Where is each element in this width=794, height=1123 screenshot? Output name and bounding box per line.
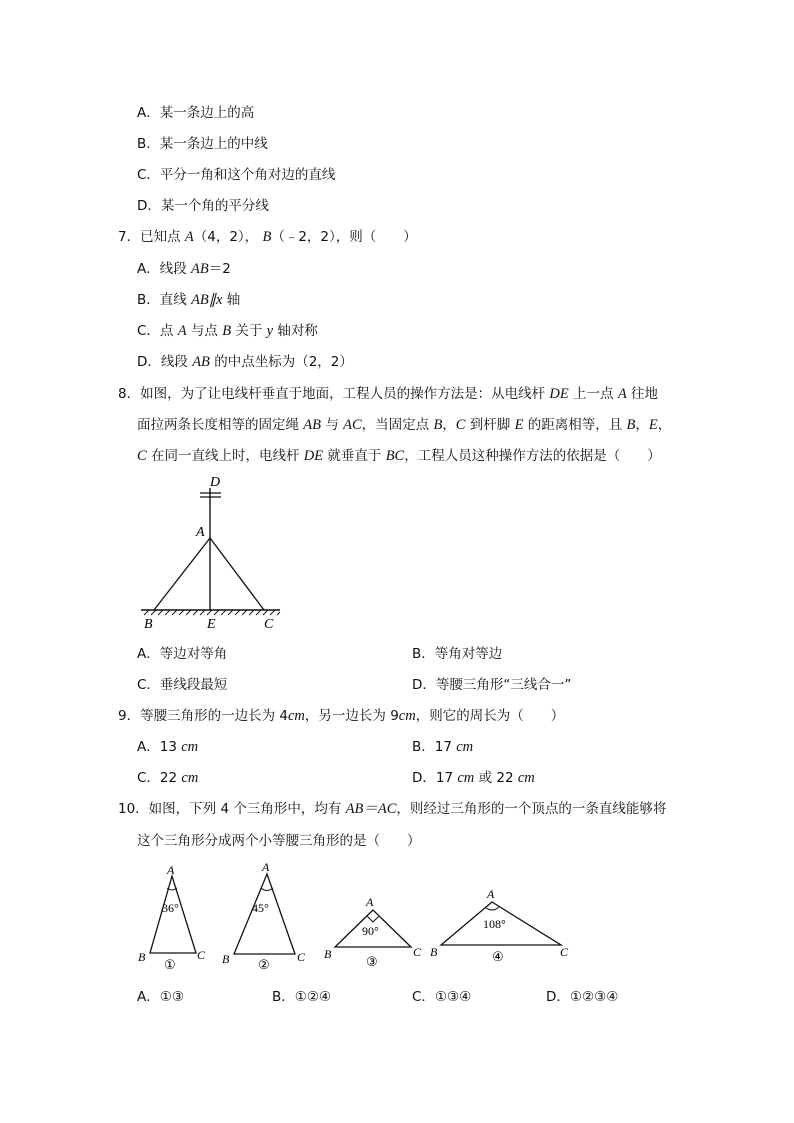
svg-text:B: B — [430, 945, 438, 959]
svg-text:A: A — [167, 863, 175, 877]
label-b: B — [144, 617, 153, 632]
triangle-1 — [138, 863, 206, 972]
svg-text:C: C — [413, 945, 422, 959]
svg-text:A: A — [366, 895, 374, 909]
q9-option-c: C．22 cm — [137, 770, 199, 786]
q8-stem-line2: 面拉两条长度相等的固定绳 AB 与 AC，当固定点 B，C 到杆脚 E 的距离相等，且 B，E， — [137, 417, 672, 433]
label-e: E — [207, 617, 216, 632]
svg-text:C: C — [560, 945, 569, 959]
q10-stem-line1: 10．如图，下列 4 个三角形中，均有 AB＝AC，则经过三角形的一个顶点的一条直线能够将 — [118, 801, 667, 817]
q9-option-d: D．17 cm 或 22 cm — [412, 770, 535, 786]
svg-text:③: ③ — [366, 954, 378, 969]
q6-option-c: C．平分一角和这个角对边的直线 — [137, 167, 336, 183]
q6-option-a: A．某一条边上的高 — [137, 105, 255, 121]
svg-text:B: B — [138, 950, 146, 964]
q6-option-d: D．某一个角的平分线 — [137, 198, 269, 214]
q6-option-b: B．某一条边上的中线 — [137, 136, 268, 152]
svg-text:A: A — [262, 860, 270, 874]
triangle-2 — [222, 860, 306, 972]
q10-option-b: B．①②④ — [272, 989, 332, 1005]
q8-option-d: D．等腰三角形“三线合一” — [412, 677, 572, 693]
q10-option-c: C．①③④ — [412, 989, 472, 1005]
svg-text:C: C — [197, 948, 206, 962]
q7-option-b: B．直线 AB∥x 轴 — [137, 292, 241, 308]
q9-stem: 9．等腰三角形的一边长为 4cm，另一边长为 9cm，则它的周长为（ ） — [118, 708, 565, 724]
q8-pole-figure — [138, 474, 288, 634]
q8-stem-line1: 8．如图，为了让电线杆垂直于地面，工程人员的操作方法是：从电线杆 DE 上一点 A 往地 — [118, 386, 658, 402]
triangle-3 — [324, 895, 422, 969]
svg-text:A: A — [487, 887, 495, 901]
svg-text:36°: 36° — [162, 901, 179, 915]
label-d: D — [210, 475, 221, 490]
q10-option-d: D．①②③④ — [546, 989, 619, 1005]
q8-option-b: B．等角对等边 — [412, 646, 503, 662]
svg-text:45°: 45° — [252, 901, 269, 915]
q8-option-a: A．等边对等角 — [137, 646, 228, 662]
svg-text:108°: 108° — [483, 917, 506, 931]
q10-stem-line2: 这个三角形分成两个小等腰三角形的是（ ） — [137, 833, 421, 849]
svg-text:90°: 90° — [362, 924, 379, 938]
q9-option-a: A．13 cm — [137, 739, 199, 755]
svg-text:①: ① — [164, 957, 176, 972]
q8-stem-line3: C 在同一直线上时，电线杆 DE 就垂直于 BC，工程人员这种操作方法的依据是（ ） — [137, 448, 661, 464]
q10-option-a: A．①③ — [137, 989, 184, 1005]
triangle-4 — [430, 887, 569, 964]
svg-text:②: ② — [258, 957, 270, 972]
q7-stem: 7．已知点 A（4，2）， B（﹣2，2），则（ ） — [118, 229, 417, 245]
q10-triangles-figure — [130, 858, 580, 973]
q8-option-c: C．垂线段最短 — [137, 677, 228, 693]
svg-text:④: ④ — [492, 949, 504, 964]
q7-option-d: D．线段 AB 的中点坐标为（2，2） — [137, 354, 353, 370]
svg-text:B: B — [222, 952, 230, 966]
svg-text:B: B — [324, 947, 332, 961]
svg-text:C: C — [297, 950, 306, 964]
q9-option-b: B．17 cm — [412, 739, 474, 755]
q7-option-c: C．点 A 与点 B 关于 y 轴对称 — [137, 323, 318, 339]
label-a: A — [196, 525, 205, 540]
label-c: C — [264, 617, 274, 632]
q7-option-a: A．线段 AB＝2 — [137, 261, 231, 277]
